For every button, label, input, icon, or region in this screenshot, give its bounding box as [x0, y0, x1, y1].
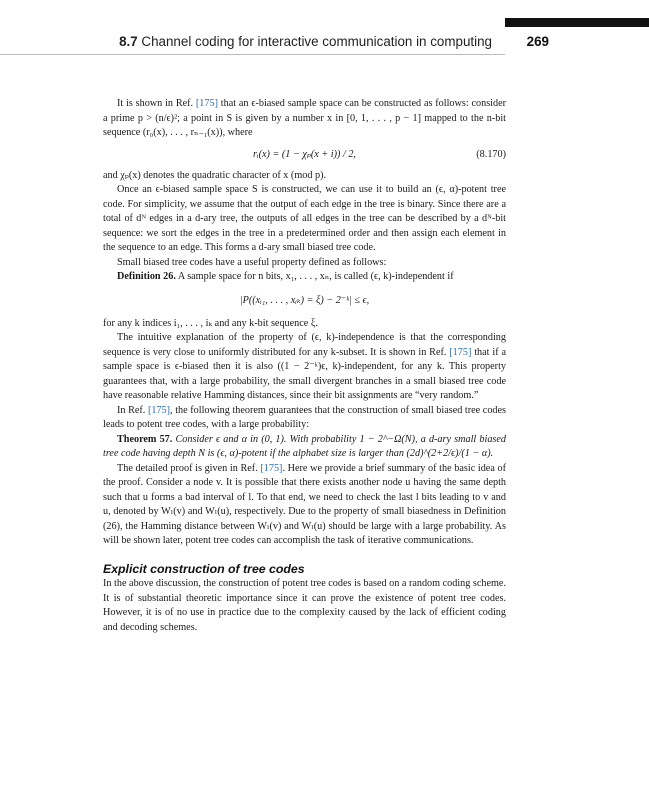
paragraph-k-indices: for any k indices i₁, . . . , iₖ and any k-bit sequence ξ. [103, 317, 318, 329]
paragraph-potent-tree: Once an ϵ-biased sample space S is constructed, we can use it to build an (ϵ, α)-potent tree code. For simplicity, we assume that the output of each edge in the tree is binary. Since there are a total of dᴺ edges in a d-ary tree, the outputs of all edges in the tree can be described by a dᴺ-bit sequence: we sort the edges in the tree in a predetermined order and then assign each element in the sequence to an edge. This forms a d-ary small biased tree code. [103, 184, 506, 253]
header-rule [0, 54, 505, 55]
paragraph-intro: It is shown in Ref. [175] that an ϵ-biased sample space can be constructed as follows: consider a prime p > (n/ϵ)²; a point in S is given by a number x in [0, 1, . . . , p − 1] mapped to the n-bit sequence (r₀(x), . . . , rₙ₋₁(x)), where [103, 98, 507, 138]
section-title: Channel coding for interactive communication in computing [141, 34, 492, 49]
theorem-label: Theorem 57. [117, 433, 173, 445]
definition-label: Definition 26. [117, 271, 176, 282]
section-heading: Explicit construction of tree codes [103, 561, 305, 576]
equation-body: rᵢ(x) = (1 − χₚ(x + i)) / 2, [253, 148, 356, 160]
paragraph-quadratic-character: and χₚ(x) denotes the quadratic character of x (mod p). [103, 169, 327, 181]
section-number: 8.7 [119, 34, 138, 49]
paragraph-theorem-intro: In Ref. [175], the following theorem guarantees that the construction of small biased tree codes leads to potent tree codes, with a large probability: [103, 404, 507, 430]
citation-link[interactable]: [175] [260, 462, 283, 474]
page-number: 269 [526, 34, 549, 49]
equation-independence [103, 285, 506, 317]
theorem-text: Consider ϵ and α in (0, 1). With probability 1 − 2^−Ω(N), a d-ary small biased tree code having depth N is (ϵ, α)-potent if the alphabet size is larger than (2d)^(2+2/ϵ)/(1 − α). [103, 433, 506, 459]
equation-body: |P((xᵢ₁, . . . , xᵢₖ) = ξ) − 2⁻ᵏ| ≤ ϵ, [239, 294, 370, 306]
citation-link[interactable]: [175] [195, 98, 218, 109]
theorem-57 [103, 433, 506, 462]
running-header [0, 33, 549, 55]
body-text [103, 97, 506, 635]
equation-number: (8.170) [476, 148, 506, 160]
definition-26 [103, 270, 506, 285]
paragraph-explicit-construction: In the above discussion, the construction of potent tree codes is based on a random coding scheme. It is of substantial theoretic importance since it can prove the existence of potent tree codes. However, it is of no use in practice due to the complexity caused by the lack of efficient coding and decoding schemes. [103, 578, 506, 633]
definition-text: A sample space for n bits, x₁, . . . , xₙ, is called (ϵ, k)-independent if [177, 271, 454, 282]
running-header-title [119, 34, 492, 49]
citation-link[interactable]: [175] [147, 404, 171, 416]
paragraph-proof-summary: The detailed proof is given in Ref. [175]. Here we provide a brief summary of the basic idea of the proof. Consider a node v. It is possible that there exists another node u having the same depth such that u forms a bad interval of l. To that end, we need to check the last l bits leading to v and u, denoted by Wₗ(v) and Wₗ(u), respectively. Due to the property of small biasedness in Definition (26), the Hamming distance between Wₗ(v) and Wₗ(u) should be large with a large probability. As will be shown later, potent tree codes can accomplish the task of iterative communications. [103, 462, 506, 546]
citation-link[interactable]: [175] [449, 346, 472, 358]
paragraph-intuitive-explanation: The intuitive explanation of the property of (ϵ, k)-independence is that the corresponding sequence is very close to uniformly distributed for any k-subset. It is shown in Ref. [175] that if a sample space is ϵ-biased then it is also ((1 − 2⁻ᵏ)ϵ, k)-independent, for any k. This property guarantees that, with a large probability, the small divergent branches in a small biased tree code have reasonable relative Hamming distances, since their bit assignments are “very random.” [103, 332, 506, 401]
header-accent-bar [505, 18, 649, 27]
equation-8-170 [103, 141, 506, 169]
paragraph-useful-property: Small biased tree codes have a useful property defined as follows: [117, 256, 387, 268]
